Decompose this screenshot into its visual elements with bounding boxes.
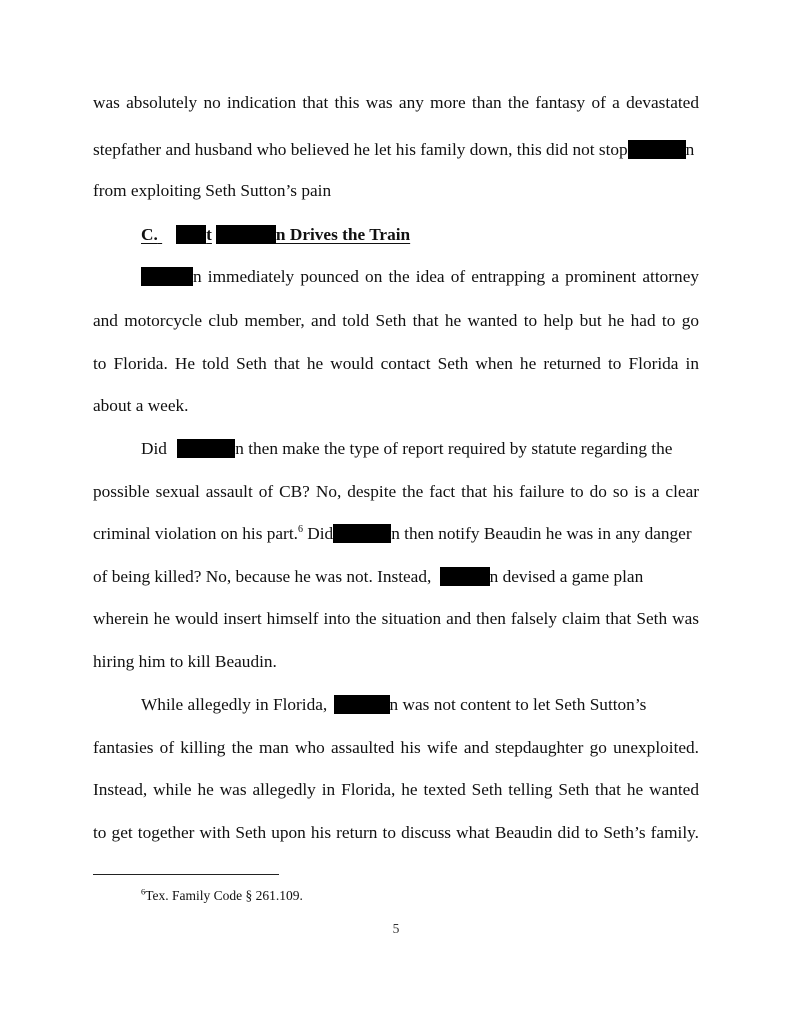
body-line: of being killed? No, because he was not. Instead, n devised a game plan	[93, 567, 644, 586]
body-line: While allegedly in Florida, n was not content to let Seth Sutton’s	[141, 695, 647, 714]
body-line: and motorcycle club member, and told Seth that he wanted to help but he had to go	[93, 311, 699, 330]
body-line: to Florida. He told Seth that he would contact Seth when he returned to Florida in	[93, 354, 699, 373]
body-line: hiring him to kill Beaudin.	[93, 652, 277, 671]
body-line: criminal violation on his part.$^6$ Did n then notify Beaudin he was in any danger	[93, 524, 692, 543]
page-number: 5	[392, 921, 400, 936]
redaction-block	[176, 225, 206, 244]
body-line: possible sexual assault of CB? No, despite the fact that his failure to do so is a clear	[93, 482, 699, 501]
body-line: wherein he would insert himself into the situation and then falsely claim that Seth was	[93, 609, 699, 628]
body-line: fantasies of killing the man who assaulted his wife and stepdaughter go unexploited.	[93, 738, 699, 757]
redaction-block	[334, 695, 390, 714]
footnote-separator	[93, 874, 279, 875]
body-line: about a week.	[93, 396, 189, 415]
redaction-block	[628, 140, 686, 159]
redaction-block	[440, 567, 490, 586]
footnote	[141, 887, 303, 905]
footnote-marker: 6	[141, 886, 146, 897]
redaction-block	[141, 267, 193, 286]
footnote-reference: 6	[297, 524, 303, 536]
body-line: Instead, while he was allegedly in Florida, he texted Seth telling Seth that he wanted	[93, 780, 699, 799]
redaction-block	[333, 524, 391, 543]
redaction-block	[177, 439, 235, 458]
redaction-block	[216, 225, 276, 244]
body-line: stepfather and husband who believed he let his family down, this did not stop n	[93, 140, 695, 159]
body-line: Did n then make the type of report required by statute regarding the	[141, 439, 673, 458]
body-line: to get together with Seth upon his return to discuss what Beaudin did to Seth’s family.	[93, 823, 699, 842]
section-heading: C. t n Drives the Train	[141, 225, 411, 244]
body-line: from exploiting Seth Sutton’s pain	[93, 181, 332, 200]
body-line: was absolutely no indication that this was any more than the fantasy of a devastated	[93, 93, 699, 112]
footnote-text: Tex. Family Code § 261.109.	[145, 888, 303, 903]
body-line: n immediately pounced on the idea of entrapping a prominent attorney	[141, 266, 699, 288]
